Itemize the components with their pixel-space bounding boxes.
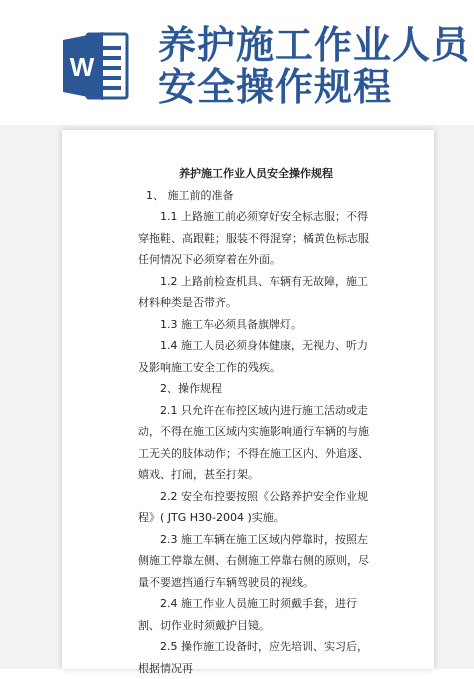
- paragraph-2-1: 2.1 只允许在布控区域内进行施工活动或走动，不得在施工区域内实施影响通行车辆的与施工无关的肢体动作；不得在施工区内、外追逐、嬉戏、打闹，甚至打架。: [138, 403, 369, 481]
- header-banner: [0, 0, 474, 125]
- paragraph-2-4: 2.4 施工作业人员施工时须戴手套，进行割、切作业时须戴护目镜。: [138, 597, 357, 632]
- paragraph-2-5: 2.5 操作施工设备时，应先培训、实习后，根据情况再: [138, 640, 368, 675]
- paragraph-2-3: 2.3 施工车辆在施工区域内停靠时，按照左侧施工停靠左侧、右侧施工停靠右侧的原则，尽量不要遮挡通行车辆驾驶员的视线。: [138, 532, 369, 589]
- document-body-text: [138, 163, 374, 679]
- document-title: 养护施工作业人员安全操作规程: [179, 167, 333, 180]
- paragraph-1-3: 1.3 施工车必须具备旗牌灯。: [160, 317, 302, 331]
- paragraph-2-2: 2.2 安全布控要按照《公路养护安全作业规程》( JTG H30-2004 )实施。: [138, 489, 368, 524]
- section-heading-1: 1、 施工前的准备: [146, 188, 234, 202]
- section-heading-2: 2、操作规程: [160, 382, 222, 395]
- page-title: [158, 24, 470, 108]
- title-line-2: 安全操作规程: [158, 65, 393, 109]
- paragraph-1-4: 1.4 施工人员必须身体健康，无视力、听力及影响施工安全工作的残疾。: [138, 339, 368, 374]
- word-logo-letter: W: [69, 52, 95, 82]
- paragraph-1-1: 1.1 上路施工前必须穿好安全标志服；不得穿拖鞋、高跟鞋；服装不得混穿；橘黄色标志服任何情况下必须穿着在外面。: [138, 210, 369, 266]
- paragraph-1-2: 1.2 上路前检查机具、车辆有无故障，施工材料种类是否带齐。: [138, 274, 368, 309]
- title-line-1: 养护施工作业人员: [158, 23, 471, 67]
- word-document-icon: [63, 30, 129, 102]
